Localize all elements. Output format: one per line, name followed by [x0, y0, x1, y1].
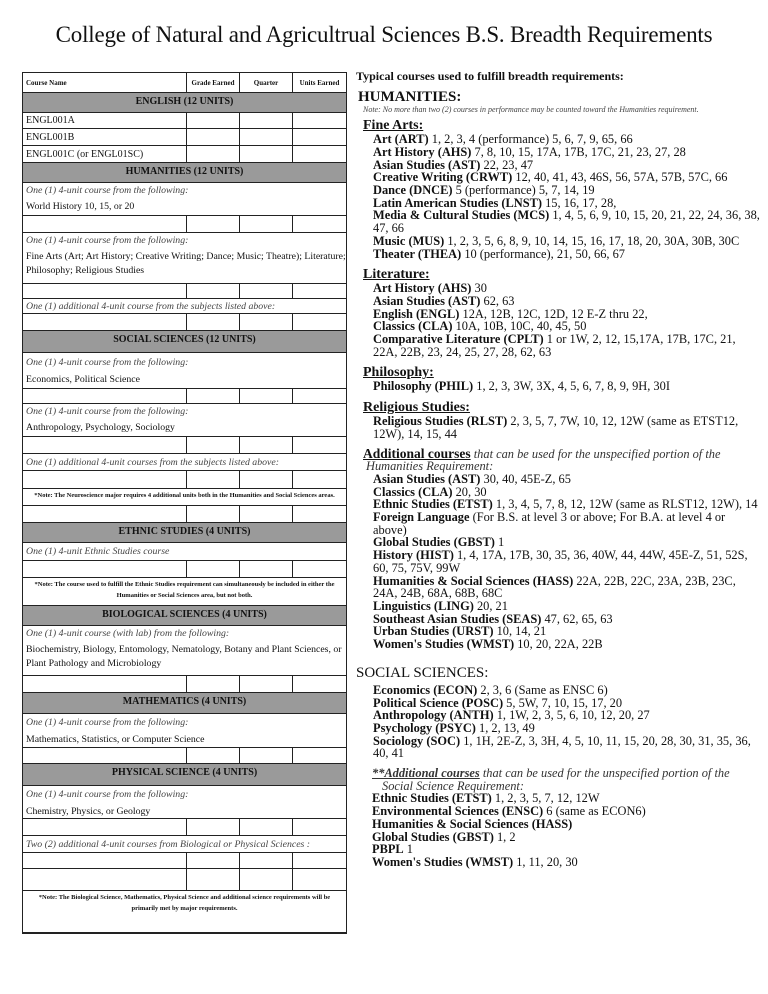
grade-field[interactable]	[187, 748, 240, 763]
subsection-heading: Philosophy:	[363, 365, 434, 381]
subject-name: Comparative Literature (CPLT)	[373, 332, 544, 347]
course-row	[23, 129, 346, 146]
humanities-heading: HUMANITIES:	[358, 88, 462, 105]
quarter-field[interactable]	[240, 437, 293, 453]
social-additional-intro-2: Social Science Requirement:	[382, 778, 524, 793]
requirement-instruction: One (1) 4-unit course from the following:	[26, 185, 189, 196]
course-list-item	[373, 248, 761, 261]
entry-row	[23, 437, 346, 454]
subject-name: English (ENGL)	[373, 306, 460, 321]
course-list	[373, 282, 761, 358]
grade-field[interactable]	[187, 853, 240, 868]
subject-name: Latin American Studies (LNST)	[373, 195, 543, 210]
subject-name: Dance (DNCE)	[373, 183, 453, 198]
units-field[interactable]	[293, 113, 346, 128]
subject-name: Urban Studies (URST)	[373, 624, 494, 639]
subject-name: Foreign Language	[373, 510, 470, 525]
requirement-instruction: One (1) 4-unit course (with lab) from the following:	[26, 628, 230, 639]
quarter-field[interactable]	[240, 748, 293, 763]
quarter-field[interactable]	[240, 471, 293, 488]
course-numbers: 5 (performance) 5, 7, 14, 19	[452, 183, 595, 198]
quarter-field[interactable]	[240, 284, 293, 298]
course-numbers: 2, 3, 5, 7, 7W, 10, 12, 12W (same as ETST12, 12W), 14, 15, 44	[373, 414, 739, 441]
intro-heading: Typical courses used to fulfill breadth requirements:	[356, 69, 624, 83]
course-list-item	[372, 831, 761, 844]
course-name-field[interactable]	[23, 819, 187, 835]
course-name-field[interactable]	[23, 314, 187, 330]
subsection-heading: Fine Arts:	[363, 118, 424, 134]
entry-row	[23, 314, 346, 331]
course-name-field[interactable]	[23, 437, 187, 453]
requirement-options: Fine Arts (Art; Art History; Creative Writing; Dance; Music; Theatre); Literature; Philosophy; Religious Studies	[23, 248, 346, 284]
grade-field[interactable]	[187, 146, 240, 162]
page-title: College of Natural and Agricultrual Sciences B.S. Breadth Requirements	[55, 22, 713, 47]
course-numbers: 1, 1W, 2, 3, 5, 6, 10, 12, 20, 27	[493, 708, 650, 723]
course-numbers: 5, 5W, 7, 10, 15, 17, 20	[503, 695, 623, 710]
units-field[interactable]	[293, 437, 346, 453]
typical-courses-panel	[356, 70, 761, 876]
humanities-groups	[356, 118, 761, 440]
course-numbers: 1, 4, 5, 6, 9, 10, 15, 20, 21, 22, 24, 36, 38, 47, 66	[373, 208, 760, 236]
units-field[interactable]	[293, 129, 346, 145]
course-numbers: 47, 62, 65, 63	[541, 611, 613, 626]
course-list-item	[373, 333, 761, 358]
course-name-field[interactable]	[23, 506, 187, 522]
subject-name: Asian Studies (AST)	[373, 157, 481, 172]
requirement-options: Economics, Political Science	[23, 371, 346, 389]
subject-name: Sociology (SOC)	[373, 733, 461, 748]
quarter-field[interactable]	[240, 314, 293, 330]
course-list	[373, 415, 761, 440]
social-sciences-list	[373, 684, 761, 760]
requirement-instruction: One (1) 4-unit course from the following:	[26, 235, 189, 246]
entry-row	[23, 471, 346, 489]
course-list-item	[373, 511, 761, 536]
course-list-item	[373, 549, 761, 574]
units-field[interactable]	[293, 389, 346, 403]
quarter-field[interactable]	[240, 506, 293, 522]
subject-name: Theater (THEA)	[373, 246, 462, 261]
grade-field[interactable]	[187, 389, 240, 403]
grade-field[interactable]	[187, 216, 240, 232]
subject-name: Media & Cultural Studies (MCS)	[373, 208, 550, 223]
grade-field[interactable]	[187, 284, 240, 298]
course-numbers: 2, 3, 6 (Same as ENSC 6)	[477, 682, 608, 697]
requirement-instruction: One (1) 4-unit course from the following:	[26, 717, 189, 728]
entry-row	[23, 869, 346, 891]
grade-field[interactable]	[187, 314, 240, 330]
grade-field[interactable]	[187, 869, 240, 890]
course-numbers: 62, 63	[480, 293, 515, 308]
requirement-instruction: One (1) additional 4-unit course from the subjects listed above:	[23, 299, 346, 314]
quarter-field[interactable]	[240, 216, 293, 232]
course-numbers: 10A, 10B, 10C, 40, 45, 50	[452, 319, 587, 334]
humanities-note: Note: No more than two (2) courses in performance may be counted toward the Humanities requirement.	[363, 104, 699, 114]
subject-name: Art (ART)	[373, 132, 429, 147]
subject-name: Women's Studies (WMST)	[373, 637, 515, 652]
requirement-instruction: One (1) additional 4-unit courses from the subjects listed above:	[23, 454, 346, 471]
course-row	[23, 113, 346, 129]
column-header: Units Earned	[299, 78, 340, 87]
grade-field[interactable]	[187, 437, 240, 453]
subject-name: Women's Studies (WMST)	[372, 854, 514, 869]
course-list-item	[373, 209, 761, 234]
requirement-instruction: One (1) 4-unit course from the following:	[26, 789, 189, 800]
units-field[interactable]	[293, 561, 346, 577]
requirement-instruction: Two (2) additional 4-unit courses from Biological or Physical Sciences :	[23, 836, 346, 853]
course-numbers: 1, 11, 20, 30	[513, 854, 578, 869]
course-numbers: 10, 14, 21	[493, 624, 547, 639]
course-numbers: 30	[471, 281, 487, 296]
entry-row	[23, 506, 346, 523]
course-name-field[interactable]	[23, 676, 187, 692]
course-name-field[interactable]	[23, 748, 187, 763]
units-field[interactable]	[293, 471, 346, 488]
additional-text: that can be used for the unspecified portion of the	[470, 446, 721, 461]
course-numbers: 10 (performance), 21, 50, 66, 67	[461, 246, 626, 261]
course-list	[373, 133, 761, 260]
course-list-item	[373, 735, 761, 760]
subject-name: PBPL	[372, 842, 404, 857]
units-field[interactable]	[293, 506, 346, 522]
course-list-item	[373, 380, 761, 393]
column-header: Course Name	[23, 73, 187, 92]
grade-field[interactable]	[187, 819, 240, 835]
subject-name: Creative Writing (CRWT)	[373, 170, 513, 185]
course-numbers: 1, 3, 4, 5, 7, 8, 12, 12W (same as RLST12, 12W), 14	[492, 497, 758, 512]
subject-name: Environmental Sciences (ENSC)	[372, 804, 544, 819]
column-header: Grade Earned	[187, 73, 240, 92]
units-field[interactable]	[293, 146, 346, 162]
course-list-item	[373, 415, 761, 440]
subject-name: Music (MUS)	[373, 233, 445, 248]
course-list	[373, 380, 761, 393]
course-list-item	[372, 856, 761, 869]
course-name-cell: ENGL001A	[23, 113, 187, 128]
subject-name: Global Studies (GBST)	[372, 829, 494, 844]
quarter-field[interactable]	[240, 129, 293, 145]
units-field[interactable]	[293, 748, 346, 763]
units-field[interactable]	[293, 216, 346, 232]
requirement-options: Biochemistry, Biology, Entomology, Nematology, Botany and Plant Sciences, or Plant Pathology and Microbiology	[23, 641, 346, 676]
course-numbers: 22, 23, 47	[480, 157, 534, 172]
subject-name: Ethnic Studies (ETST)	[372, 791, 492, 806]
subject-name: Economics (ECON)	[373, 682, 478, 697]
quarter-field[interactable]	[240, 561, 293, 577]
subject-name: History (HIST)	[373, 548, 454, 563]
course-numbers: 22A, 22B, 22C, 23A, 23B, 23C, 24A, 24B, 68A, 68B, 68C	[373, 573, 736, 601]
course-numbers: 1, 2, 3, 4 (performance) 5, 6, 7, 9, 65, 66	[428, 132, 633, 147]
course-numbers: 1, 2, 3, 3W, 3X, 4, 5, 6, 7, 8, 9, 9H, 30I	[473, 379, 670, 394]
entry-row	[23, 853, 346, 869]
course-name-field[interactable]	[23, 853, 187, 868]
course-numbers: 6 (same as ECON6)	[543, 804, 646, 819]
course-numbers: 7, 8, 10, 15, 17A, 17B, 17C, 21, 23, 27, 28	[471, 144, 686, 159]
subject-name: Classics (CLA)	[373, 319, 453, 334]
subject-name: Linguistics (LING)	[373, 599, 474, 613]
course-name-field[interactable]	[23, 216, 187, 232]
subject-name: Ethnic Studies (ETST)	[373, 497, 493, 512]
course-numbers: 1	[403, 842, 413, 857]
course-name-field[interactable]	[23, 284, 187, 298]
course-numbers: (For B.S. at level 3 or above; For B.A. at level 4 or above)	[373, 510, 726, 537]
course-list-item	[373, 638, 761, 651]
subject-name: Political Science (POSC)	[373, 695, 504, 710]
course-name-field[interactable]	[23, 471, 187, 488]
requirement-instruction: One (1) 4-unit Ethnic Studies course	[23, 543, 346, 561]
subject-name: Southeast Asian Studies (SEAS)	[373, 611, 542, 626]
requirement-options: Mathematics, Statistics, or Computer Science	[23, 731, 346, 748]
entry-row	[23, 389, 346, 404]
course-numbers: 15, 16, 17, 28,	[542, 195, 617, 210]
course-name-field[interactable]	[23, 869, 187, 890]
social-additional-list	[372, 792, 761, 868]
subject-name: Art History (AHS)	[373, 281, 472, 296]
quarter-field[interactable]	[240, 869, 293, 890]
social-sciences-heading: SOCIAL SCIENCES:	[356, 664, 489, 681]
quarter-field[interactable]	[240, 819, 293, 835]
column-header: Quarter	[240, 73, 293, 92]
quarter-field[interactable]	[240, 389, 293, 403]
section-header: BIOLOGICAL SCIENCES (4 UNITS)	[23, 606, 346, 626]
social-additional-intro	[372, 767, 761, 780]
grade-field[interactable]	[187, 506, 240, 522]
section-header: PHYSICAL SCIENCE (4 UNITS)	[23, 764, 346, 786]
course-numbers: 20, 21	[473, 599, 508, 613]
subject-name: Art History (AHS)	[373, 144, 472, 159]
table-note: *Note: The Biological Science, Mathematics, Physical Science and additional science requirements will be primarily met by major requirements.	[23, 891, 346, 933]
entry-row	[23, 284, 346, 299]
grade-field[interactable]	[187, 471, 240, 488]
additional-label: **Additional courses	[372, 766, 480, 781]
entry-row	[23, 676, 346, 693]
subsection-heading: Religious Studies:	[363, 400, 470, 416]
section-header: HUMANITIES (12 UNITS)	[23, 163, 346, 183]
subsection-heading: Literature:	[363, 267, 430, 283]
subject-name: Anthropology (ANTH)	[373, 708, 494, 723]
course-numbers: 12A, 12B, 12C, 12D, 12 E-Z thru 22,	[459, 306, 648, 321]
units-field[interactable]	[293, 314, 346, 330]
grade-field[interactable]	[187, 561, 240, 577]
table-note: *Note: The Neuroscience major requires 4 additional units both in the Humanities and Social Sciences areas.	[23, 489, 346, 506]
section-header: MATHEMATICS (4 UNITS)	[23, 693, 346, 714]
course-numbers: 20, 30	[452, 484, 487, 499]
course-numbers: 1	[494, 535, 505, 550]
table-header	[23, 73, 346, 93]
section-header: SOCIAL SCIENCES (12 UNITS)	[23, 331, 346, 353]
units-field[interactable]	[293, 819, 346, 835]
units-field[interactable]	[293, 284, 346, 298]
requirement-options: World History 10, 15, or 20	[23, 198, 346, 216]
grade-field[interactable]	[187, 113, 240, 128]
subject-name: Psychology (PSYC)	[373, 720, 476, 735]
entry-row	[23, 561, 346, 578]
course-numbers: 1, 1H, 2E-Z, 3, 3H, 4, 5, 10, 11, 15, 20, 28, 30, 31, 35, 36, 40, 41	[373, 733, 751, 761]
course-name-cell: ENGL001B	[23, 129, 187, 145]
course-numbers: 1, 2, 13, 49	[475, 720, 535, 735]
requirement-options: Chemistry, Physics, or Geology	[23, 803, 346, 819]
quarter-field[interactable]	[240, 853, 293, 868]
table-note: *Note: The course used to fulfill the Ethnic Studies requirement can simultaneously be included in either the Humanities or Social Sciences area, but not both.	[23, 578, 346, 606]
entry-row	[23, 748, 346, 764]
course-list-item	[373, 575, 761, 600]
units-field[interactable]	[293, 869, 346, 890]
subject-name: Classics (CLA)	[373, 484, 453, 499]
course-name-field[interactable]	[23, 389, 187, 403]
course-name-cell: ENGL001C (or ENGL01SC)	[23, 146, 187, 162]
subject-name: Humanities & Social Sciences (HASS)	[372, 816, 573, 831]
requirement-instruction: One (1) 4-unit course from the following:	[26, 406, 189, 417]
requirement-instruction: One (1) 4-unit course from the following:	[26, 356, 189, 368]
additional-text: that can be used for the unspecified portion of the	[479, 766, 730, 781]
humanities-additional-intro-2: Humanities Requirement:	[366, 459, 494, 474]
course-numbers: 1, 2	[493, 829, 516, 844]
entry-row	[23, 819, 346, 836]
units-field[interactable]	[293, 676, 346, 692]
course-numbers: 1 or 1W, 2, 12, 15,17A, 17B, 17C, 21, 22A, 22B, 23, 24, 25, 27, 28, 62, 63	[373, 332, 736, 359]
course-numbers: 1, 2, 3, 5, 7, 12, 12W	[491, 791, 600, 806]
grade-field[interactable]	[187, 129, 240, 145]
subject-name: Asian Studies (AST)	[373, 293, 481, 308]
course-numbers: 1, 4, 17A, 17B, 30, 35, 36, 40W, 44, 44W, 45E-Z, 51, 52S, 60, 75, 75V, 99W	[373, 548, 748, 575]
units-field[interactable]	[293, 853, 346, 868]
course-numbers: 1, 2, 3, 5, 6, 8, 9, 10, 14, 15, 16, 17, 18, 20, 30A, 30B, 30C	[444, 233, 740, 248]
section-header: ETHNIC STUDIES (4 UNITS)	[23, 523, 346, 543]
quarter-field[interactable]	[240, 146, 293, 162]
humanities-additional-list	[373, 473, 761, 651]
course-numbers: 30, 40, 45E-Z, 65	[480, 471, 571, 486]
course-numbers: 10, 20, 22A, 22B	[514, 637, 603, 652]
course-numbers: 12, 40, 41, 43, 46S, 56, 57A, 57B, 57C, 66	[512, 170, 728, 185]
subject-name: Philosophy (PHIL)	[373, 379, 474, 394]
section-header: ENGLISH (12 UNITS)	[23, 93, 346, 113]
entry-row	[23, 216, 346, 233]
subject-name: Global Studies (GBST)	[373, 535, 495, 550]
grade-field[interactable]	[187, 676, 240, 692]
requirements-table	[22, 72, 347, 934]
subject-name: Religious Studies (RLST)	[373, 414, 508, 429]
quarter-field[interactable]	[240, 113, 293, 128]
quarter-field[interactable]	[240, 676, 293, 692]
requirement-options: Anthropology, Psychology, Sociology	[23, 419, 346, 437]
subject-name: Asian Studies (AST)	[373, 471, 481, 486]
subject-name: Humanities & Social Sciences (HASS)	[373, 573, 574, 588]
additional-label: Additional courses	[363, 445, 471, 461]
course-row	[23, 146, 346, 163]
course-name-field[interactable]	[23, 561, 187, 577]
